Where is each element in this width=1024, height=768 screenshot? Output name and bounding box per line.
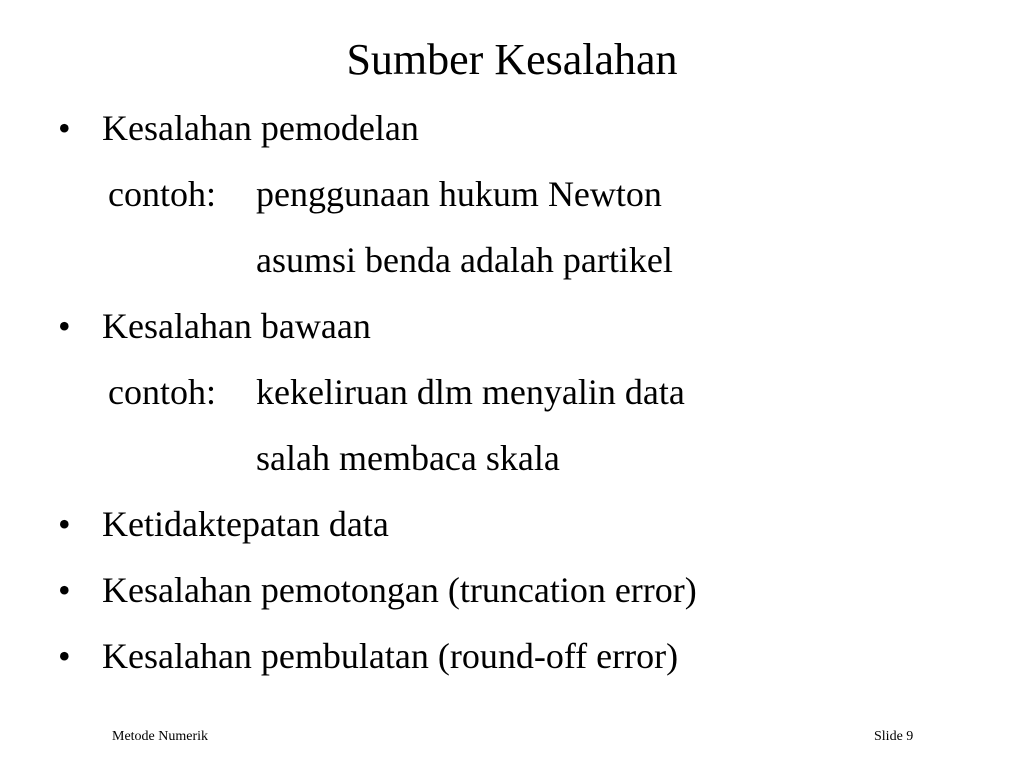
slide-title: Sumber Kesalahan	[346, 35, 678, 84]
bullet-item-roundoff-error: Kesalahan pembulatan (round-off error)	[102, 636, 679, 676]
bullet-item-truncation-error: Kesalahan pemotongan (truncation error)	[102, 570, 697, 610]
example-label: contoh:	[108, 174, 216, 214]
footer-slide-number: Slide 9	[874, 729, 914, 744]
bullet-marker: •	[58, 108, 71, 148]
bullet-marker: •	[58, 570, 71, 610]
bullet-marker: •	[58, 504, 71, 544]
bullet-item-data-inaccuracy: Ketidaktepatan data	[102, 504, 389, 544]
bullet-item-modeling-error: Kesalahan pemodelan	[102, 108, 419, 148]
footer-course-name: Metode Numerik	[112, 729, 209, 744]
example-text: penggunaan hukum Newton	[256, 174, 662, 214]
example-label: contoh:	[108, 372, 216, 412]
example-text: salah membaca skala	[256, 438, 560, 478]
bullet-marker: •	[58, 306, 71, 346]
example-text: kekeliruan dlm menyalin data	[256, 372, 685, 412]
bullet-item-inherent-error: Kesalahan bawaan	[102, 306, 371, 346]
example-text: asumsi benda adalah partikel	[256, 240, 673, 280]
bullet-marker: •	[58, 636, 71, 676]
